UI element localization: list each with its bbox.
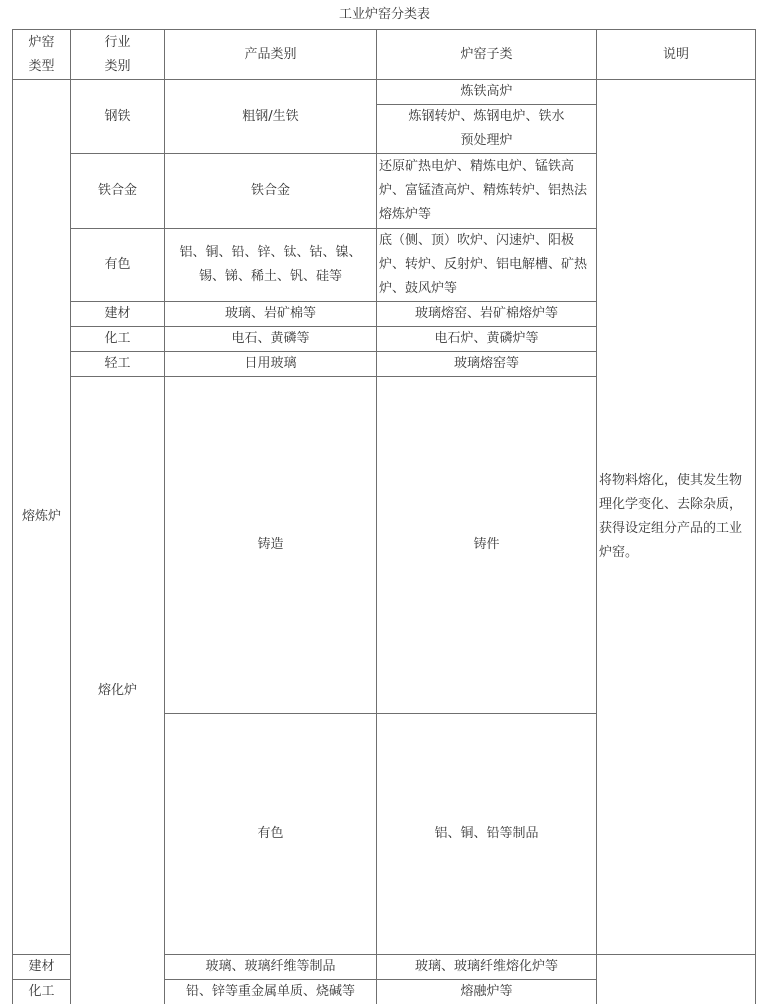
product-cell: 铝、铜、铅等制品 [377, 714, 597, 955]
header-kiln-type: 炉窑 类型 [13, 30, 71, 80]
header-product: 产品类别 [165, 30, 377, 80]
industry-cell: 化工 [13, 980, 71, 1004]
industry-cell: 有色 [165, 714, 377, 955]
product-cell: 玻璃、玻璃纤维等制品 [165, 955, 377, 980]
industry-cell: 铸造 [165, 377, 377, 714]
product-cell: 铝、铜、铅、锌、钛、钴、镍、锡、锑、稀土、钒、硅等 [165, 229, 377, 302]
product-cell: 日用玻璃 [165, 352, 377, 377]
product-cell: 铅、锌等重金属单质、烧碱等 [165, 980, 377, 1004]
product-cell: 电石、黄磷等 [165, 327, 377, 352]
industry-cell: 铁合金 [71, 154, 165, 229]
table-row [13, 80, 756, 105]
industry-cell: 钢铁 [71, 80, 165, 154]
product-cell: 玻璃、岩矿棉等 [165, 302, 377, 327]
header-row [13, 30, 756, 80]
header-subtype: 炉窑子类 [377, 30, 597, 80]
subtype-cell: 炼钢转炉、炼钢电炉、铁水预处理炉 [377, 105, 597, 154]
industry-cell: 建材 [13, 955, 71, 980]
subtype-cell: 玻璃熔窑、岩矿棉熔炉等 [377, 302, 597, 327]
subtype-cell: 炼铁高炉 [377, 80, 597, 105]
product-cell: 铸件 [377, 377, 597, 714]
industry-cell: 建材 [71, 302, 165, 327]
product-cell: 铁合金 [165, 154, 377, 229]
subtype-cell: 底（侧、顶）吹炉、闪速炉、阳极炉、转炉、反射炉、铝电解槽、矿热炉、鼓风炉等 [377, 229, 597, 302]
kiln-type-melting: 熔化炉 [71, 377, 165, 1004]
note-smelting: 将物料熔化，使其发生物理化学变化、去除杂质，获得设定组分产品的工业炉窑。 [597, 80, 756, 955]
subtype-cell: 熔融炉等 [377, 980, 597, 1004]
header-note: 说明 [597, 30, 756, 80]
kiln-type-smelting: 熔炼炉 [13, 80, 71, 955]
table-caption: 工业炉窑分类表 [0, 4, 769, 26]
industry-cell: 轻工 [71, 352, 165, 377]
subtype-cell: 玻璃、玻璃纤维熔化炉等 [377, 955, 597, 980]
industry-cell: 有色 [71, 229, 165, 302]
product-cell: 粗钢/生铁 [165, 80, 377, 154]
kiln-classification-table [12, 29, 756, 1004]
subtype-cell: 玻璃熔窑等 [377, 352, 597, 377]
subtype-cell: 电石炉、黄磷炉等 [377, 327, 597, 352]
subtype-cell: 还原矿热电炉、精炼电炉、锰铁高炉、富锰渣高炉、精炼转炉、铝热法熔炼炉等 [377, 154, 597, 229]
industry-cell: 化工 [71, 327, 165, 352]
header-industry: 行业 类别 [71, 30, 165, 80]
